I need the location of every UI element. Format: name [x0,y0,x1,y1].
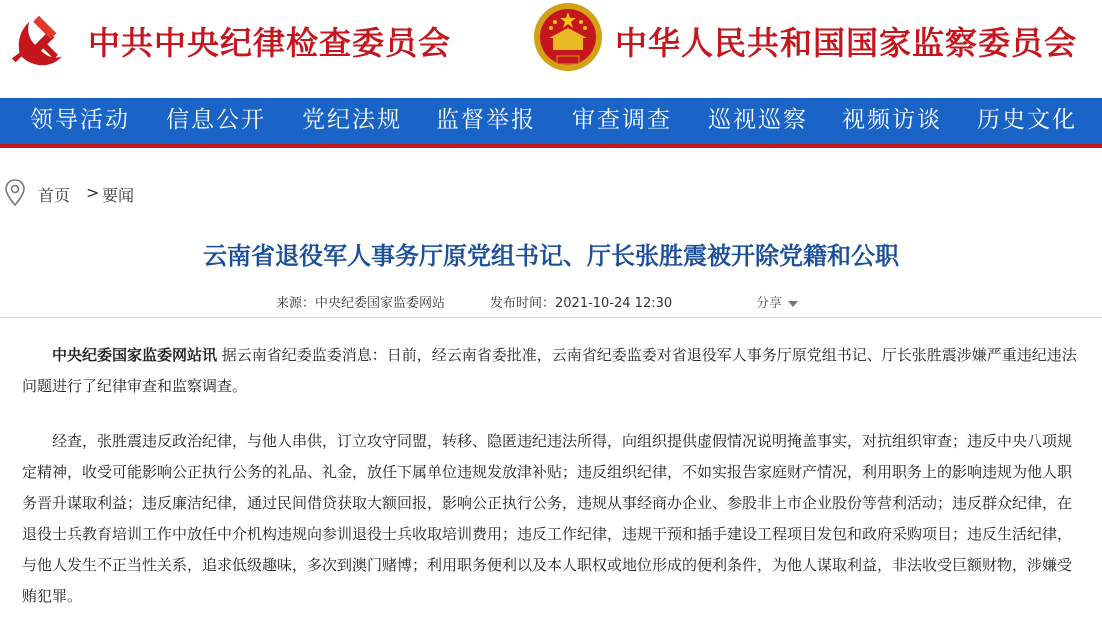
article-lead: 中央纪委国家监委网站讯 [52,346,218,364]
breadcrumb-separator: > [86,183,100,202]
main-nav [0,98,1102,148]
share-label: 分享 [756,296,783,311]
nav-item-report[interactable]: 监督举报 [436,107,536,133]
breadcrumb-current[interactable]: 要闻 [102,186,135,205]
article-paragraph-1 [22,340,1080,402]
nav-item-inspection[interactable]: 巡视巡察 [708,107,808,133]
site-header [0,0,1102,133]
article-paragraph-2: 经查，张胜震违反政治纪律，与他人串供，订立攻守同盟，转移、隐匿违纪违法所得，向组织提供虚假情况说明掩盖事实，对抗组织审查；违反中央八项规定精神，收受可能影响公正执行公务的礼品、礼金，放任下属单位违规发放津补贴；违反组织纪律，不如实报告家庭财产情况，利用职务上的影响违规为他人职务晋升谋取利益；违反廉洁纪律，通过民间借贷获取大额回报，影响公正执行公务，违规从事经商办企业、参股非上市企业股份等营利活动；违反群众纪律，在退役士兵教育培训工作中放任中介机构违规向参训退役士兵收取培训费用；违反工作纪律，违规干预和插手建设工程项目发包和政府采购项目；违反生活纪律，与他人发生不正当性关系，追求低级趣味，多次到澳门赌博；利用职务便利以及本人职权或地位形成的便利条件，为他人谋取利益，非法收受巨额财物，涉嫌受贿犯罪。 [22,432,1073,605]
cpc-ccdi-title[interactable]: 中共中央纪律检查委员会 [88,24,452,62]
article-source: 来源：中央纪委国家监委网站 [276,296,446,311]
nav-item-video[interactable]: 视频访谈 [842,107,942,133]
article-publish-time: 发布时间：2021-10-24 12:30 [490,296,673,311]
nav-item-info[interactable]: 信息公开 [166,107,266,133]
divider [0,317,1102,318]
nav-item-leadership[interactable]: 领导活动 [30,107,130,133]
article-paragraph-1-text: 据云南省纪委监委消息：日前，经云南省委批准，云南省纪委监委对省退役军人事务厅原党组书记、厅长张胜震涉嫌严重违纪违法问题进行了纪律审查和监察调查。 [22,346,1077,395]
nav-item-investigation[interactable]: 审查调查 [572,107,672,133]
nsc-title[interactable]: 中华人民共和国国家监察委员会 [615,24,1078,62]
nav-item-history[interactable]: 历史文化 [977,107,1077,133]
breadcrumb-home[interactable]: 首页 [38,186,71,205]
nav-item-regulations[interactable]: 党纪法规 [302,107,402,133]
party-emblem-icon [6,8,68,70]
location-pin-icon [4,178,26,208]
article-title: 云南省退役军人事务厅原党组书记、厅长张胜震被开除党籍和公职 [203,242,899,270]
national-emblem-icon [531,0,605,74]
share-button[interactable] [756,292,798,311]
caret-down-icon [788,301,798,307]
